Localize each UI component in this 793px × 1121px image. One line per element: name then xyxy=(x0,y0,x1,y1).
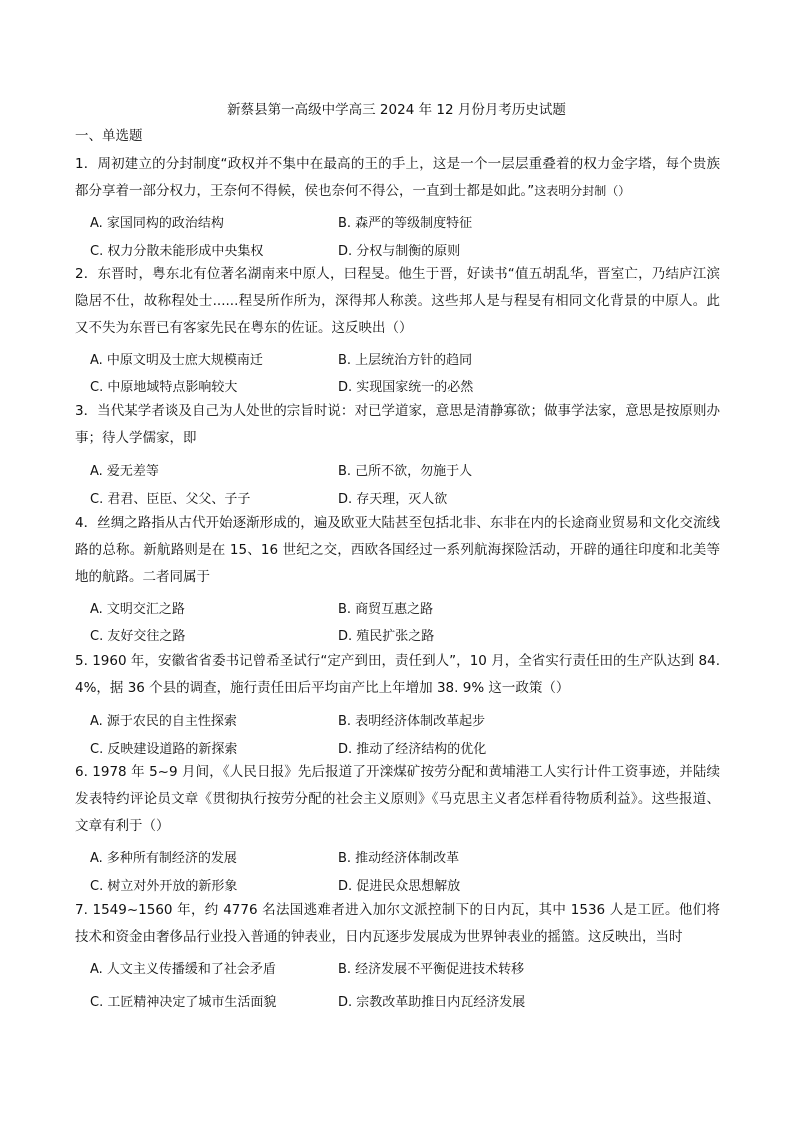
question-2-option-a[interactable]: A. 中原文明及士庶大规模南迁 xyxy=(90,353,263,368)
question-5-option-a[interactable]: A. 源于农民的自主性探索 xyxy=(90,714,237,729)
question-3-option-d[interactable]: D. 存天理，灭人欲 xyxy=(338,492,448,507)
question-1-tail: 这表明分封制（） xyxy=(534,184,631,198)
question-6-option-d[interactable]: D. 促进民众思想解放 xyxy=(338,879,461,894)
question-5-option-b[interactable]: B. 表明经济体制改革起步 xyxy=(338,714,486,729)
question-4-option-b[interactable]: B. 商贸互惠之路 xyxy=(338,602,434,617)
question-1-option-d[interactable]: D. 分权与制衡的原则 xyxy=(338,244,461,259)
question-5-option-c[interactable]: C. 反映建设道路的新探索 xyxy=(90,742,238,757)
question-4-option-c[interactable]: C. 友好交往之路 xyxy=(90,629,186,644)
question-3-option-c[interactable]: C. 君君、臣臣、父父、子子 xyxy=(90,492,251,507)
question-1-option-c[interactable]: C. 权力分散未能形成中央集权 xyxy=(90,244,264,259)
question-7-option-b[interactable]: B. 经济发展不平衡促进技术转移 xyxy=(338,962,525,977)
question-7: 7. 1549~1560 年，约 4776 名法国逃难者进入加尔文派控制下的日内瓦，其中 1536 人是工匠。他们将技术和资金由奢侈品行业投入普通的钟表业，日内瓦逐步发展成为世界钟表业的摇篮。这反映出，当时 xyxy=(75,902,720,945)
question-3-option-b[interactable]: B. 己所不欲，勿施于人 xyxy=(338,464,473,479)
question-3-option-a[interactable]: A. 爱无差等 xyxy=(90,464,159,479)
question-1-option-b[interactable]: B. 森严的等级制度特征 xyxy=(338,216,473,231)
question-3: 3．当代某学者谈及自己为人处世的宗旨时说：对已学道家，意思是清静寡欲；做事学法家，意思是按原则办事；待人学儒家，即 xyxy=(75,403,720,446)
question-5: 5. 1960 年，安徽省省委书记曾希圣试行“定产到田，责任到人”，10 月，全省实行责任田的生产队达到 84. 4%，据 36 个县的调查，施行责任田后平均亩产比上年增加 38. 9% 这一政策（） xyxy=(75,653,720,696)
question-4-option-a[interactable]: A. 文明交汇之路 xyxy=(90,602,185,617)
question-6-option-a[interactable]: A. 多种所有制经济的发展 xyxy=(90,851,237,866)
question-6: 6. 1978 年 5~9 月间，《人民日报》先后报道了开滦煤矿按劳分配和黄埔港工人实行计件工资事迹，并陆续发表特约评论员文章《贯彻执行按劳分配的社会主义原则》《马克思主义者怎样看待物质利益》。这些报道、文章有利于（） xyxy=(75,764,720,834)
question-7-option-d[interactable]: D. 宗教改革助推日内瓦经济发展 xyxy=(338,995,526,1010)
section-heading: 一、单选题 xyxy=(75,128,143,144)
question-6-option-b[interactable]: B. 推动经济体制改革 xyxy=(338,851,460,866)
question-2-option-c[interactable]: C. 中原地域特点影响较大 xyxy=(90,380,238,395)
question-7-option-a[interactable]: A. 人文主义传播缓和了社会矛盾 xyxy=(90,962,276,977)
question-4: 4．丝绸之路指从古代开始逐渐形成的，遍及欧亚大陆甚至包括北非、东非在内的长途商业贸易和文化交流线路的总称。新航路则是在 15、16 世纪之交，西欧各国经过一系列航海探险活动，开辟的通往印度和北美等地的航路。二者同属于 xyxy=(75,515,720,585)
question-1-text: 1．周初建立的分封制度“政权并不集中在最高的王的手上，这是一个一层层重叠着的权力金字塔，每个贵族都分享着一部分权力，王奈何不得候，侯也奈何不得公，一直到士都是如此。” xyxy=(75,156,720,199)
question-2: 2．东晋时，粤东北有位著名湖南来中原人，曰程旻。他生于晋，好读书“值五胡乱华，晋室亡，乃结庐江滨隐居不仕，故称程处士......程旻所作所为，深得邦人称羡。这些邦人是与程旻有相同文化背景的中原人。此又不失为东晋已有客家先民在粤东的佐证。这反映出（） xyxy=(75,266,720,336)
exam-title: 新蔡县第一高级中学高三 2024 年 12 月份月考历史试题 xyxy=(227,102,566,118)
question-2-option-b[interactable]: B. 上层统治方针的趋同 xyxy=(338,353,473,368)
question-5-option-d[interactable]: D. 推动了经济结构的优化 xyxy=(338,742,487,757)
question-7-option-c[interactable]: C. 工匠精神决定了城市生活面貌 xyxy=(90,995,277,1010)
question-1-option-a[interactable]: A. 家国同构的政治结构 xyxy=(90,216,224,231)
question-1 xyxy=(75,151,720,205)
question-2-option-d[interactable]: D. 实现国家统一的必然 xyxy=(338,380,474,395)
question-4-option-d[interactable]: D. 殖民扩张之路 xyxy=(338,629,435,644)
question-6-option-c[interactable]: C. 树立对外开放的新形象 xyxy=(90,879,238,894)
